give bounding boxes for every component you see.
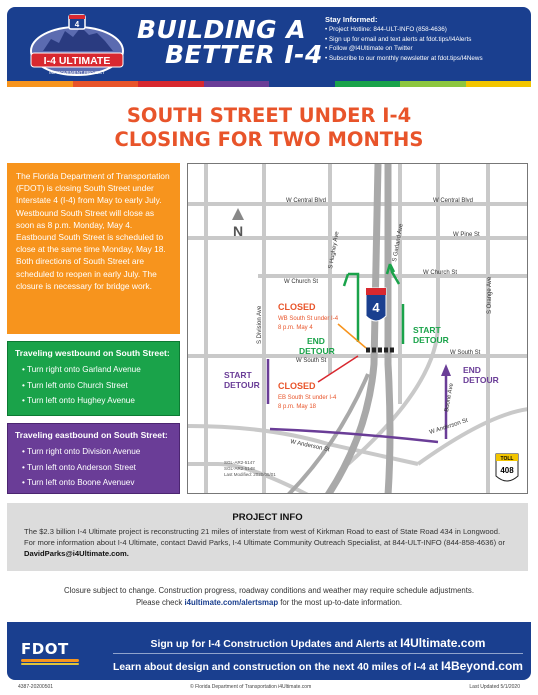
stay-informed-item[interactable]: • Sign up for email and text alerts at fdot.tips/I4Alerts	[325, 35, 483, 44]
street-label: W Pine St	[453, 232, 480, 238]
color-stripe	[7, 81, 531, 87]
stay-informed-heading: Stay Informed:	[325, 15, 378, 24]
toll-label: TOLL	[500, 456, 514, 462]
street-label: W Church St	[284, 279, 319, 285]
end-detour-eb: END	[463, 365, 481, 375]
toll-408-shield-icon	[496, 454, 518, 481]
page-title-line2: CLOSING FOR TWO MONTHS	[114, 128, 424, 151]
project-info-text: The $2.3 billion I-4 Ultimate project is reconstructing 21 miles of interstate from west of Kirkman Road to east of State Road 434 in Longwood. For more information about I-4 Ultimate, contact David Parks, I-4 Ultimate Community Outreach Specialist, at 844-ULT-INFO (844-858-4636) or DavidParks@i4Ultimate.com.	[24, 527, 505, 558]
eastbound-step: • Turn left onto Anderson Street	[22, 460, 172, 476]
header-title-line2: BETTER I-4	[165, 40, 323, 69]
north-label: N	[232, 223, 244, 239]
stay-informed	[325, 15, 483, 63]
street-label: W Central Blvd	[286, 198, 327, 204]
svg-text:CLOSED: CLOSED	[278, 381, 316, 391]
page-title	[0, 104, 538, 152]
start-detour-eb: START	[224, 370, 252, 380]
svg-text:8 p.m. May 4: 8 p.m. May 4	[278, 325, 313, 331]
westbound-step: • Turn right onto Garland Avenue	[22, 362, 172, 378]
toll-number: 408	[500, 466, 514, 475]
start-detour-eb: DETOUR	[224, 380, 260, 390]
header-banner	[7, 7, 531, 81]
closure-note	[0, 585, 538, 609]
eastbound-step: • Turn right onto Division Avenue	[22, 444, 172, 460]
footer-line1: Sign up for I-4 Construction Updates and Alerts at I4Ultimate.com	[150, 636, 486, 650]
street-label: W Anderson St	[428, 417, 469, 436]
street-label: W Central Blvd	[433, 198, 474, 204]
svg-text:I-4 ULTIMATE: I-4 ULTIMATE	[43, 55, 111, 67]
shield-number: 4	[372, 300, 380, 315]
closure-note-line1: Closure subject to change. Construction progress, roadway conditions and weather may require schedule adjustments.	[64, 586, 474, 595]
i4ultimate-link[interactable]: I4Ultimate.com	[400, 636, 486, 650]
eastbound-step: • Turn left onto Boone Avenuev	[22, 475, 172, 491]
contact-email[interactable]: DavidParks@i4Ultimate.com.	[24, 548, 129, 558]
closure-note-line2: Please check i4ultimate.com/alertsmap for the most up-to-date information.	[135, 598, 403, 607]
page-title-line1: SOUTH STREET UNDER I-4	[126, 104, 412, 127]
header-title	[137, 17, 327, 67]
project-info	[7, 503, 528, 571]
alerts-map-link[interactable]: i4ultimate.com/alertsmap	[184, 598, 279, 607]
copyright: © Florida Department of Transportation i4Ultimate.com	[190, 684, 312, 690]
svg-text:WB South St under I-4: WB South St under I-4	[278, 316, 339, 322]
intro-text: The Florida Department of Transportation (FDOT) is closing South Street under Interstate 4 (I-4) from May to early July. Westbound South Street will close as soon as 8 p.m. Monday, May 4. Eastbound South Street is scheduled to close at the same time Monday, May 18. Both directions of South Street are scheduled to reopen in early July. The closure is necessary for bridge work.	[7, 163, 180, 334]
street-label: S Division Ave	[257, 305, 263, 344]
svg-text:CLOSED: CLOSED	[278, 302, 316, 312]
street-label: S Hughey Ave	[328, 230, 341, 270]
detour-map	[187, 163, 528, 494]
i4-ultimate-logo	[25, 13, 129, 81]
svg-text:8 p.m. May 18: 8 p.m. May 18	[278, 404, 317, 410]
street-label: W South St	[450, 350, 481, 356]
footer-line2: Learn about design and construction on the next 40 miles of I-4 at I4Beyond.com	[113, 659, 523, 673]
street-label: W Anderson St	[289, 439, 330, 454]
fdot-logo	[21, 636, 85, 666]
doc-code: 4387-20200501	[18, 684, 54, 690]
westbound-title: Traveling westbound on South Street:	[15, 348, 170, 358]
street-label: S Orange Ave	[487, 276, 493, 314]
svg-text:4: 4	[74, 20, 80, 29]
svg-text:IMPROVEMENT PROJECT: IMPROVEMENT PROJECT	[49, 70, 105, 75]
eastbound-title: Traveling eastbound on South Street:	[15, 430, 168, 440]
start-detour-wb: START	[413, 325, 441, 335]
westbound-detour-box	[7, 341, 180, 416]
westbound-step: • Turn left onto Church Street	[22, 378, 172, 394]
i4-shield-icon	[366, 288, 386, 321]
map-meta: SGL-AR2-5147	[224, 460, 255, 465]
eastbound-detour-box	[7, 423, 180, 494]
stay-informed-item[interactable]: • Follow @I4Ultimate on Twitter	[325, 44, 483, 53]
header-title-line1: BUILDING A	[137, 15, 307, 44]
stay-informed-item: • Project Hotline: 844-ULT-INFO (858-4636)	[325, 25, 483, 34]
westbound-step: • Turn left onto Hughey Avenue	[22, 393, 172, 409]
i4beyond-link[interactable]: I4Beyond.com	[440, 659, 523, 673]
map-meta: Last Modified: 2020/05/01	[224, 472, 276, 477]
fdot-logo-text: FDOT	[21, 640, 69, 658]
end-detour-eb: DETOUR	[463, 375, 499, 385]
footer-banner	[7, 622, 531, 680]
street-label: S Garland Ave	[392, 223, 405, 263]
stay-informed-item[interactable]: • Subscribe to our monthly newsletter at fdot.tips/I4News	[325, 54, 483, 63]
street-label: Boone Ave	[444, 382, 455, 413]
map-meta: SGL-AR2-5148	[224, 466, 255, 471]
start-detour-wb: DETOUR	[413, 335, 449, 345]
street-label: W South St	[296, 358, 327, 364]
svg-text:EB South St under I-4: EB South St under I-4	[278, 395, 337, 401]
end-detour-wb: DETOUR	[299, 346, 335, 356]
street-label: W Church St	[423, 270, 458, 276]
end-detour-wb: END	[307, 336, 325, 346]
last-updated: Last Updated 5/1/2020	[469, 684, 520, 690]
project-info-title: PROJECT INFO	[232, 512, 303, 523]
